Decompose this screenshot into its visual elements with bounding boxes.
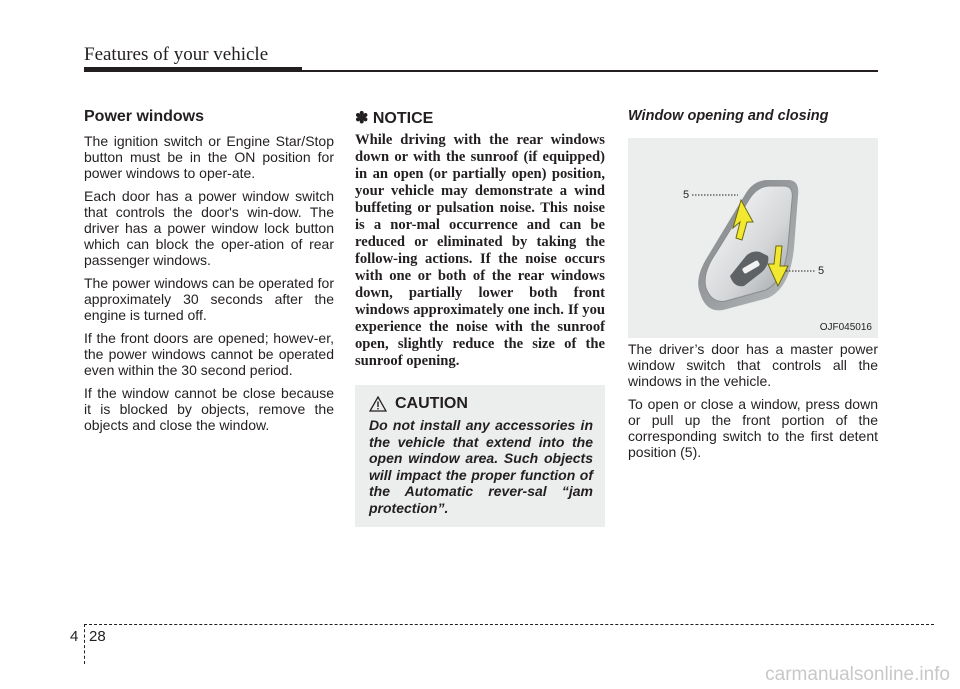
caution-box [355,385,605,527]
header-thin-rule [300,70,878,72]
notice-column [355,108,605,370]
footer-dashed-divider [84,624,85,664]
window-section-text [628,341,878,467]
window-switch-figure [628,138,878,338]
footer-dashed-rule [84,624,934,625]
window-section-heading: Window opening and closing [628,108,829,124]
power-windows-heading: Power windows [84,108,205,125]
paragraph: Each door has a power window switch that controls the door's win-dow. The driver has a power window lock button which can block the oper-ation of rear passenger windows. [84,188,334,268]
caution-header [369,395,593,413]
caution-title: CAUTION [395,395,468,412]
page-number: 28 [89,628,106,645]
notice-heading [355,108,605,128]
paragraph: To open or close a window, press down or pull up the front portion of the corresponding switch to the first detent position (5). [628,396,878,460]
paragraph: The ignition switch or Engine Star/Stop button must be in the ON position for power windows to oper-ate. [84,133,334,181]
paragraph: If the window cannot be close because it is blocked by objects, remove the objects and close the window. [84,385,334,433]
notice-symbol-icon: ✽ [355,110,369,127]
window-section-column [628,108,878,124]
caution-body: Do not install any accessories in the vehicle that extend into the open window area. Such objects will impact the proper function of the Automatic rever-sal “jam protection”. [369,417,593,516]
watermark: carmanualsonline.info [765,664,950,685]
paragraph: If the front doors are opened; howev-er, the power windows cannot be operated even within the 30 second period. [84,330,334,378]
paragraph: The driver’s door has a master power window switch that controls all the windows in the vehicle. [628,341,878,389]
chapter-number: 4 [70,628,79,645]
notice-title: NOTICE [372,110,434,127]
window-switch-illustration [628,138,878,338]
page-header-title: Features of your vehicle [84,44,269,65]
figure-code: OJF045016 [819,322,872,333]
header-thick-rule [84,67,302,72]
notice-body: While driving with the rear windows down or with the sunroof (if equipped) in an open (or partially open) position, your vehicle may demonstrate a wind buffeting or pulsation noise. This noise is a nor-mal occurrence and can be reduced or eliminated by taking the follow-ing actions. If the noise occurs with one or both of the rear windows down, partially lower both front windows approximately one inch. If you experience the noise with the sunroof open, slightly reduce the size of the sunroof opening. [355,132,605,369]
warning-triangle-icon [369,396,387,412]
paragraph: The power windows can be operated for approximately 30 seconds after the engine is turned off. [84,275,334,323]
figure-label-5-bottom: 5 [818,265,825,277]
power-windows-column [84,108,334,440]
figure-label-5-top: 5 [683,189,690,201]
